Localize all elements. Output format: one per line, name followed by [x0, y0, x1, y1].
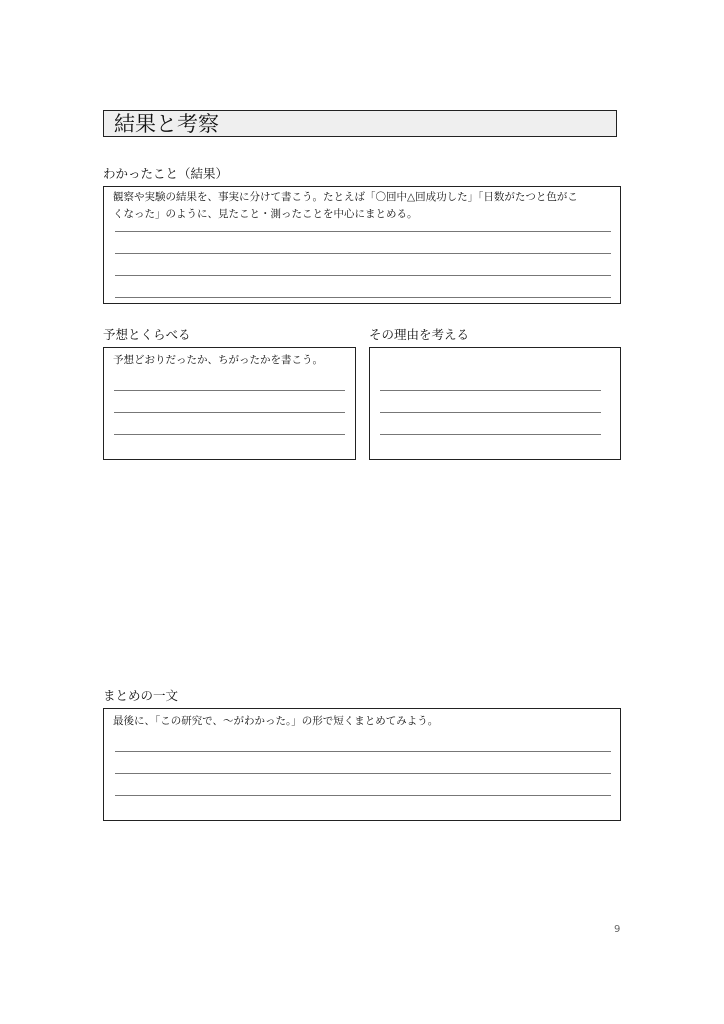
results-writing-line-3 [115, 275, 611, 276]
results-writing-line-1 [115, 231, 611, 232]
compare-writing-box[interactable] [103, 347, 356, 460]
reason-writing-line-2 [380, 412, 601, 413]
results-instruction [113, 189, 578, 223]
reason-writing-line-3 [380, 434, 601, 435]
results-instruction-line-2: くなった」のように、見たこと・測ったことを中心にまとめる。 [113, 208, 418, 220]
summary-instruction: 最後に、「この研究で、〜がわかった。」の形で短くまとめてみよう。 [113, 715, 439, 727]
compare-writing-line-1 [114, 390, 345, 391]
summary-writing-box[interactable] [103, 708, 621, 821]
compare-writing-line-2 [114, 412, 345, 413]
page-title: 結果と考察 [114, 112, 219, 136]
summary-writing-line-1 [115, 751, 611, 752]
section-title-bar [103, 110, 617, 137]
page-number: 9 [614, 924, 621, 935]
reason-writing-box[interactable] [369, 347, 621, 460]
reason-writing-line-1 [380, 390, 601, 391]
summary-writing-line-2 [115, 773, 611, 774]
results-instruction-line-1: 観察や実験の結果を、事実に分けて書こう。たとえば「〇回中△回成功した」「日数がたつと色がこ [113, 191, 578, 203]
compare-writing-line-3 [114, 434, 345, 435]
summary-label: まとめの一文 [103, 688, 179, 703]
results-writing-line-2 [115, 253, 611, 254]
results-label: わかったこと（結果） [103, 166, 229, 181]
reason-label: その理由を考える [369, 327, 470, 342]
summary-writing-line-3 [115, 795, 611, 796]
compare-label: 予想とくらべる [103, 327, 191, 342]
compare-instruction: 予想どおりだったか、ちがったかを書こう。 [113, 354, 323, 366]
results-writing-box[interactable] [103, 186, 621, 304]
results-writing-line-4 [115, 297, 611, 298]
